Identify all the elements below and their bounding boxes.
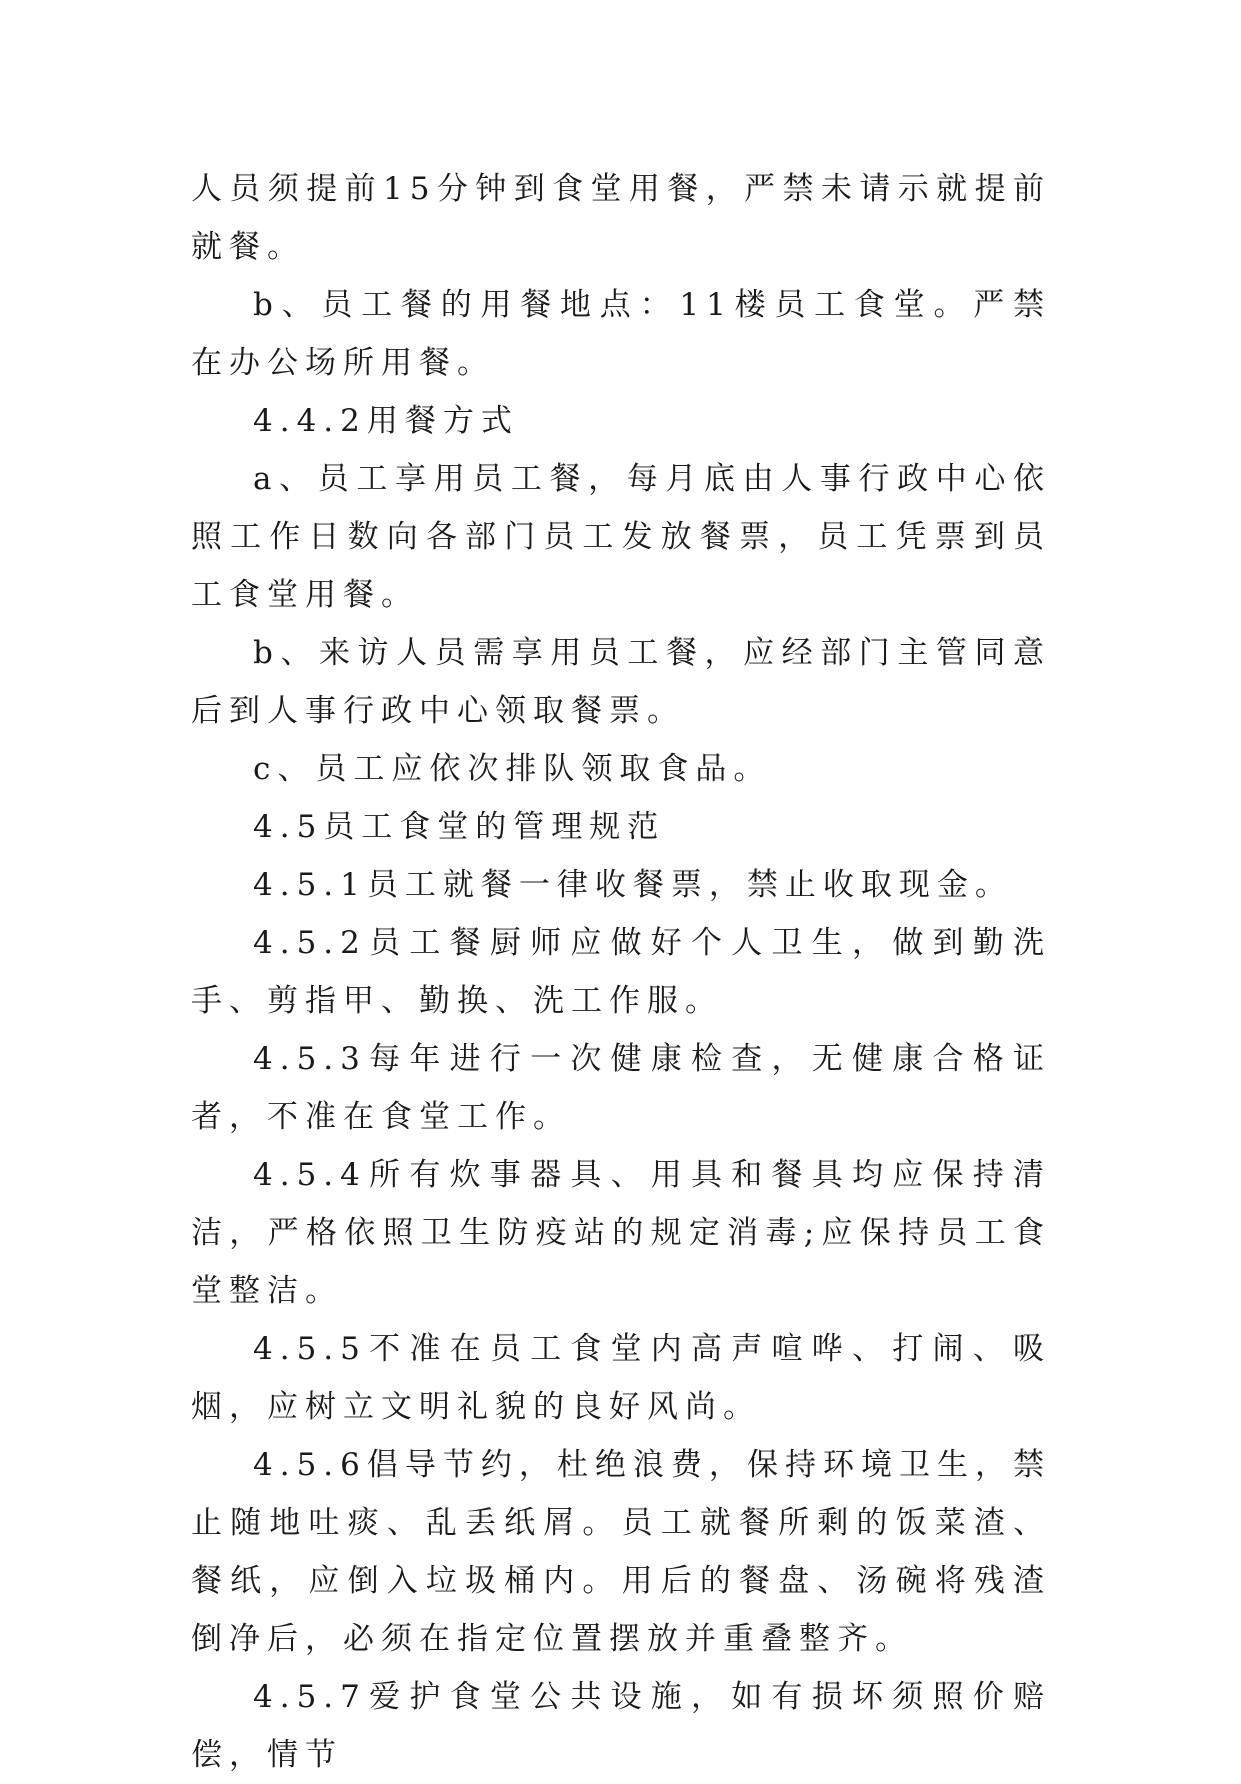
paragraph: 4.5.6倡导节约，杜绝浪费，保持环境卫生，禁止随地吐痰、乱丢纸屑。员工就餐所剩的饭菜渣、餐纸，应倒入垃圾桶内。用后的餐盘、汤碗将残渣倒净后，必须在指定位置摆放并重叠整齐。 <box>191 1447 1051 1657</box>
paragraph: 4.5.1员工就餐一律收餐票，禁止收取现金。 <box>253 867 1013 903</box>
paragraph: 4.5.4所有炊事器具、用具和餐具均应保持清洁，严格依照卫生防疫站的规定消毒;应保持员工食堂整洁。 <box>191 1157 1051 1309</box>
paragraph: a、员工享用员工餐，每月底由人事行政中心依照工作日数向各部门员工发放餐票，员工凭票到员工食堂用餐。 <box>191 461 1051 613</box>
section-heading: 4.5员工食堂的管理规范 <box>253 809 666 845</box>
paragraph: b、来访人员需享用员工餐，应经部门主管同意后到人事行政中心领取餐票。 <box>191 635 1051 729</box>
paragraph: 4.5.2员工餐厨师应做好个人卫生，做到勤洗手、剪指甲、勤换、洗工作服。 <box>191 925 1051 1019</box>
paragraph: 4.5.7爱护食堂公共设施，如有损坏须照价赔偿，情节 <box>191 1679 1051 1773</box>
paragraph: 4.5.3每年进行一次健康检查，无健康合格证者，不准在食堂工作。 <box>191 1041 1051 1135</box>
paragraph: 人员须提前15分钟到食堂用餐，严禁未请示就提前就餐。 <box>191 171 1051 265</box>
document-body <box>191 160 1051 1784</box>
section-heading: 4.4.2用餐方式 <box>253 403 519 439</box>
paragraph: b、员工餐的用餐地点：11楼员工食堂。严禁在办公场所用餐。 <box>191 287 1051 381</box>
paragraph: 4.5.5不准在员工食堂内高声喧哗、打闹、吸烟，应树立文明礼貌的良好风尚。 <box>191 1331 1051 1425</box>
paragraph: c、员工应依次排队领取食品。 <box>253 751 772 787</box>
